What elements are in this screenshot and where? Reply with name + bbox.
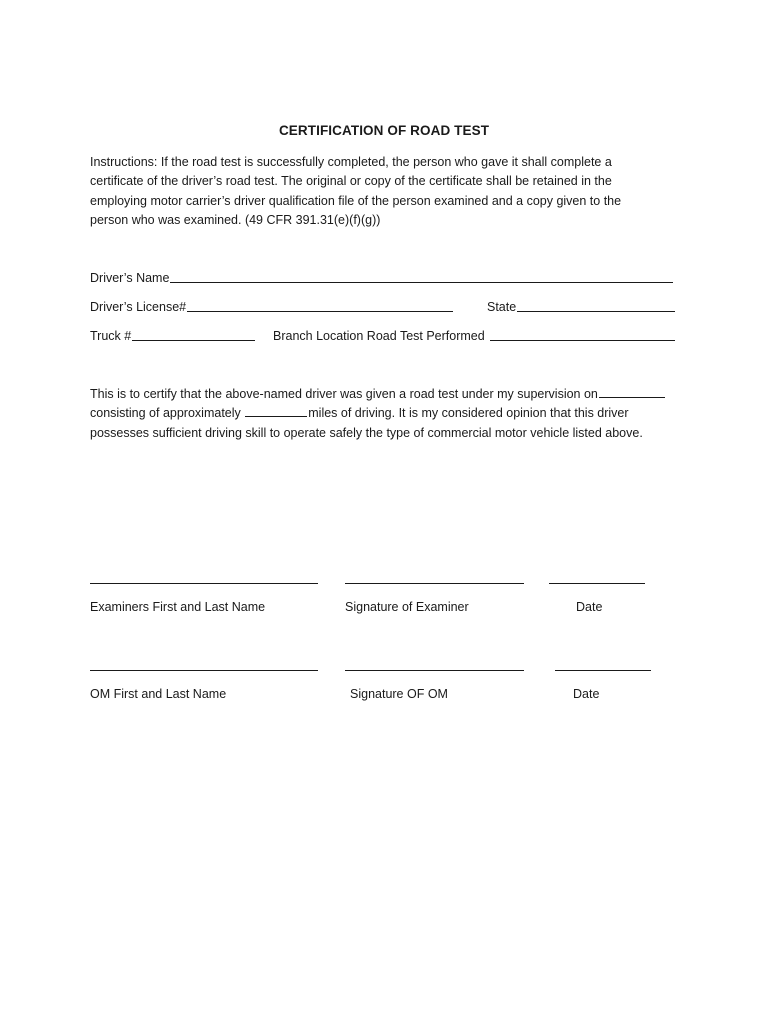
truck-field[interactable] [90,327,255,345]
branch-location-label: Branch Location Road Test Performed [273,329,485,343]
drivers-license-blank[interactable] [187,301,453,312]
state-field[interactable] [487,298,675,316]
om-name-label: OM First and Last Name [90,687,227,701]
branch-location-field[interactable] [273,327,675,345]
certification-text: miles of driving. It is my considered opinion that this driver [308,406,629,421]
instructions-line: employing motor carrier’s driver qualification file of the person examined and a copy given to the [90,193,622,208]
truck-blank[interactable] [132,330,255,341]
certification-text: This is to certify that the above-named driver was given a road test under my supervision on [90,387,598,401]
examiner-date-line[interactable] [549,583,645,584]
road-test-date-blank[interactable] [599,387,665,398]
truck-branch-row [90,327,676,345]
page-title: CERTIFICATION OF ROAD TEST [278,123,490,138]
drivers-name-field[interactable] [90,269,673,287]
state-blank[interactable] [517,301,675,312]
om-signature-label: Signature OF OM [350,687,448,701]
instructions-line: person who was examined. (49 CFR 391.31(e)(f)(g)) [90,212,381,227]
examiner-signature-label: Signature of Examiner [345,600,469,614]
om-date-label: Date [573,687,600,701]
state-label: State [487,300,517,314]
branch-location-blank[interactable] [490,330,675,341]
examiner-date-label: Date [576,600,603,614]
certification-line: possesses sufficient driving skill to operate safely the type of commercial motor vehicle listed above. [90,425,643,440]
drivers-name-label: Driver’s Name [90,271,170,285]
examiner-name-label: Examiners First and Last Name [90,600,266,614]
certification-line [90,404,680,423]
om-signature-line[interactable] [345,670,524,671]
om-name-line[interactable] [90,670,318,671]
instructions-line: certificate of the driver’s road test. The original or copy of the certificate shall be retained in the [90,174,612,189]
drivers-name-blank[interactable] [170,272,673,283]
instructions-line: Instructions: If the road test is successfully completed, the person who gave it shall complete a [90,155,612,169]
certification-paragraph [90,385,680,443]
instructions-paragraph [90,153,680,230]
drivers-license-row [90,298,676,316]
certification-text: consisting of approximately [90,406,241,421]
certification-line [90,385,680,404]
miles-blank[interactable] [245,406,307,417]
drivers-name-row [90,269,676,287]
om-date-line[interactable] [555,670,651,671]
truck-label: Truck # [90,329,132,343]
drivers-license-label: Driver’s License# [90,300,187,314]
examiner-name-line[interactable] [90,583,318,584]
drivers-license-field[interactable] [90,298,453,316]
examiner-signature-line[interactable] [345,583,524,584]
